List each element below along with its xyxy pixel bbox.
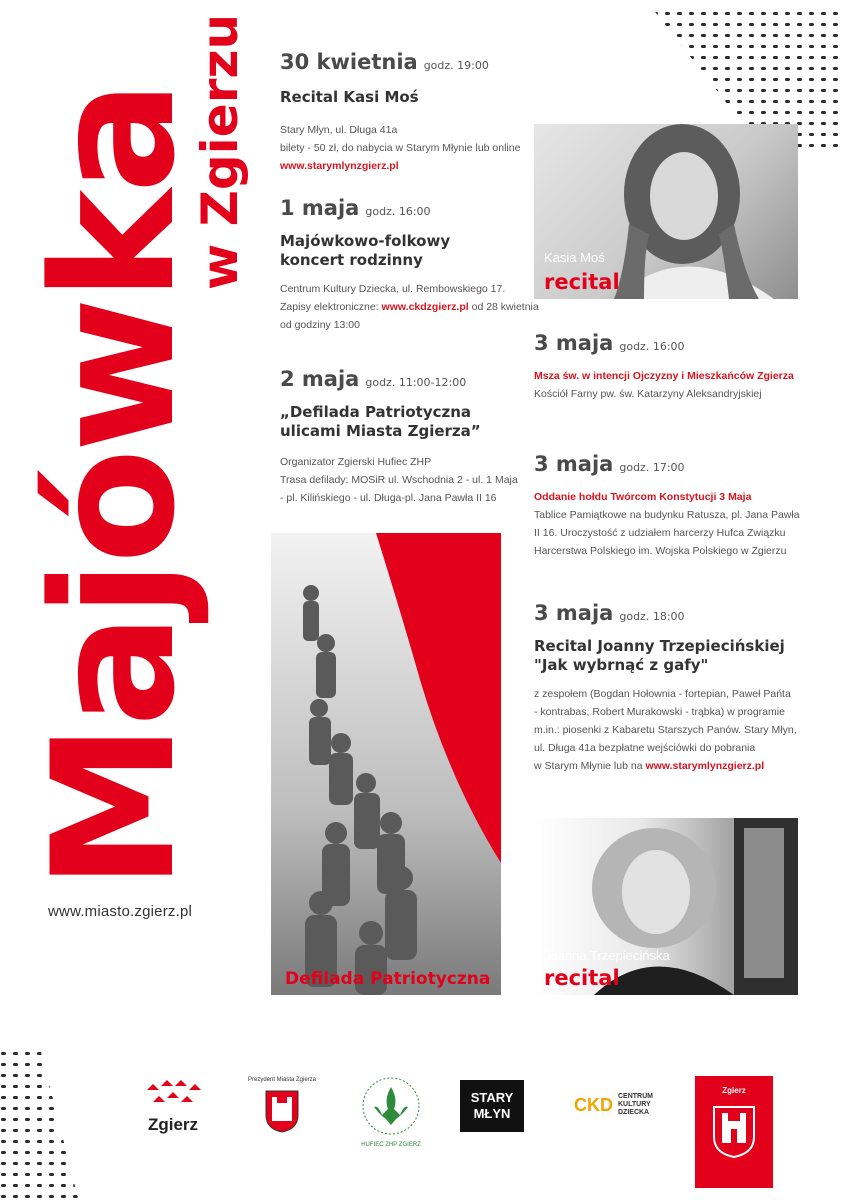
photo-defilada [271,533,501,995]
event-line: Harcerstwa Polskiego im. Wojska Polskiego w Zgierzu [534,545,787,557]
event-date [280,367,518,391]
event-date [534,452,800,476]
event-line [534,757,797,775]
event-title-line: "Jak wybrnąć z gafy" [534,656,709,674]
date-text: 1 maja [280,196,360,220]
event-line: z zespołem (Bogdan Hołownia - fortepian, Paweł Pańta [534,688,791,700]
event-line-text: od 28 kwietnia [468,301,539,313]
event-hour: godz. 17:00 [619,461,685,474]
logo-text: Zgierz [722,1086,746,1095]
event-highlight: Oddanie hołdu Twórcom Konstytucji 3 Maja [534,491,752,503]
event-title-line: „Defilada Patriotyczna [280,403,472,421]
photo-name: Kasia Moś [544,250,605,265]
zgierz-mark-icon [143,1078,203,1110]
event-title [280,232,539,270]
event-line-text: Zapisy elektroniczne: [280,301,382,313]
title-majowka: Majówka [16,84,212,890]
event-date [534,331,794,355]
event-date [280,196,539,220]
logo-ckd [574,1093,654,1123]
event-line: Organizator Zgierski Hufiec ZHP [280,456,432,468]
event-3-maja-msza [534,331,794,403]
event-link[interactable]: www.ckdzgierz.pl [381,301,469,313]
poster-title [0,0,268,900]
photo-recital-label: recital [544,966,620,990]
event-line-text: w Starym Młynie lub na [534,760,646,772]
logo-text-line: DZIECKA [618,1109,650,1116]
logo-text: Zgierz [147,1115,199,1134]
event-line: - kontrabas, Robert Murakowski - trąbka) w programie [534,706,785,718]
logo-prezydent [242,1077,322,1138]
photo-label: Defilada Patriotyczna [285,969,491,989]
logo-text: HUFIEC ZHP ZGIERZ [361,1142,421,1148]
event-hour: godz. 16:00 [619,340,685,353]
logo-text: STARY [470,1090,514,1105]
event-line: ul. Długa 41a bezpłatne wejściówki do pobrania [534,742,756,754]
photo-joanna-trzepiecinska [534,818,798,995]
photo-recital-label: recital [544,270,620,294]
date-text: 30 kwietnia [280,50,418,74]
logo-text: Prezydent Miasta Zgierza [247,1077,317,1083]
event-hour: godz. 19:00 [423,59,489,72]
date-text: 3 maja [534,601,614,625]
website-link[interactable]: www.miasto.zgierz.pl [48,903,193,920]
title-w-zgierzu: w Zgierzu [191,13,249,290]
event-title-line: Recital Joanny Trzepiecińskiej [534,637,785,655]
event-link[interactable]: www.starymlynzgierz.pl [280,160,399,172]
logo-zgierz-flag [695,1076,773,1188]
event-title [280,403,518,441]
date-text: 2 maja [280,367,360,391]
photo-kasia-mos [534,124,798,299]
ckd-mark: CKD [574,1095,613,1115]
event-title-line: koncert rodzinny [280,251,423,269]
event-line: Tablice Pamiątkowe na budynku Ratusza, pl. Jana Pawła [534,509,800,521]
logo-stary-mlyn [460,1080,524,1132]
event-1-maja [280,196,539,334]
event-3-maja-recital [534,601,797,775]
event-line: bilety - 50 zł, do nabycia w Starym Młynie lub online [280,142,521,154]
event-2-maja [280,367,518,507]
coat-of-arms-icon [264,1089,300,1133]
logo-text [618,1093,653,1117]
event-line: - pl. Kilińskiego - ul. Długa-pl. Jana Pawła II 16 [280,492,497,504]
event-title: Recital Kasi Moś [280,88,419,106]
event-line: Kościół Farny pw. św. Katarzyny Aleksandryjskiej [534,388,762,400]
event-title-line: Majówkowo-folkowy [280,232,451,250]
photo-name: Joanna Trzepiecińska [544,948,670,963]
coat-of-arms-icon [712,1105,756,1159]
date-text: 3 maja [534,452,614,476]
event-date [280,50,520,74]
date-text: 3 maja [534,331,614,355]
logo-text: MŁYN [473,1106,511,1121]
dot-pattern-bottom-left [0,1048,78,1198]
event-line: m.in.: piosenki z Kabaretu Starszych Panów. Stary Młyn, [534,724,797,736]
event-date [534,601,797,625]
event-hour: godz. 16:00 [365,205,431,218]
event-link[interactable]: www.starymlynzgierz.pl [645,760,765,772]
logo-text-line: CENTRUM [618,1093,653,1100]
event-title [534,637,797,675]
lily-icon [360,1075,422,1137]
parade-scene [271,533,501,995]
event-line: II 16. Uroczystość z udziałem harcerzy Hufca Związku [534,527,786,539]
logo-zgierz [138,1078,208,1135]
logo-text-line: KULTURY [618,1101,651,1108]
event-line: Stary Młyn, ul. Długa 41a [280,124,398,136]
event-30-kwietnia [280,50,520,175]
event-line: od godziny 13:00 [280,319,360,331]
event-3-maja-hold [534,452,800,560]
event-line: Trasa defilady: MOSiR ul. Wschodnia 2 - ul. 1 Maja [280,474,518,486]
event-hour: godz. 18:00 [619,610,685,623]
event-title-line: ulicami Miasta Zgierza” [280,422,481,440]
logo-hufiec-zhp [358,1075,424,1148]
event-line [280,298,539,316]
event-hour: godz. 11:00-12:00 [365,376,467,389]
event-highlight: Msza św. w intencji Ojczyzny i Mieszkańców Zgierza [534,370,794,382]
event-line: Centrum Kultury Dziecka, ul. Rembowskiego 17. [280,283,506,295]
